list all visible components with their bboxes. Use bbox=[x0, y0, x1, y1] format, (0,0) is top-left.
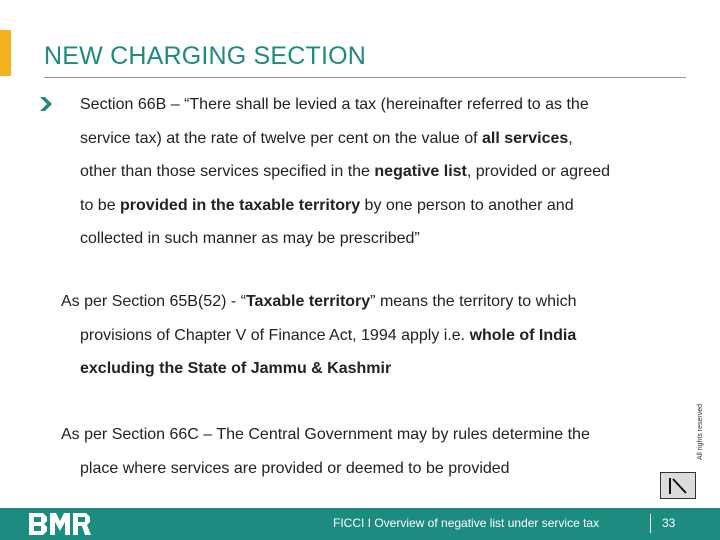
nav-button[interactable] bbox=[660, 472, 696, 499]
para1-line5: collected in such manner as may be prescribed” bbox=[80, 230, 420, 247]
para1-line2: service tax) at the rate of twelve per cent on the value of all services, bbox=[80, 129, 573, 147]
chevron-right-icon bbox=[40, 97, 52, 111]
taxable-territory-emphasis: provided in the taxable territory bbox=[120, 196, 361, 214]
footer-caption: FICCI I Overview of negative list under service tax bbox=[333, 516, 600, 530]
para2-line3: excluding the State of Jammu & Kashmir bbox=[80, 360, 392, 377]
skip-back-icon bbox=[667, 476, 689, 496]
page-number: 33 bbox=[662, 516, 676, 530]
accent-bar bbox=[0, 30, 11, 76]
para1-line4: to be provided in the taxable territory by one person to another and bbox=[80, 196, 574, 214]
para3-line1: As per Section 66C – The Central Government may by rules determine the bbox=[61, 426, 590, 443]
para3-line2: place where services are provided or deemed to be provided bbox=[80, 459, 510, 477]
taxable-territory-term: Taxable territory bbox=[245, 293, 371, 310]
section-65b-paragraph bbox=[61, 285, 661, 386]
negative-list-emphasis: negative list bbox=[374, 163, 467, 180]
rights-reserved-note: All rights reserved bbox=[697, 403, 704, 460]
whole-of-india-emphasis: whole of India bbox=[469, 326, 577, 344]
para1-line3: other than those services specified in the negative list, provided or agreed bbox=[80, 163, 611, 180]
footer-divider bbox=[650, 514, 651, 533]
para2-line1: As per Section 65B(52) - “Taxable territory” means the territory to which bbox=[61, 293, 577, 310]
bmr-logo bbox=[29, 513, 91, 535]
section-66b-paragraph bbox=[80, 88, 690, 256]
para2-line2: provisions of Chapter V of Finance Act, 1994 apply i.e. whole of India bbox=[80, 326, 577, 344]
para1-line1: Section 66B – “There shall be levied a tax (hereinafter referred to as the bbox=[80, 96, 589, 113]
all-services-emphasis: all services bbox=[482, 129, 569, 147]
section-66c-paragraph bbox=[61, 418, 671, 485]
page-title: NEW CHARGING SECTION bbox=[44, 42, 367, 70]
title-divider bbox=[44, 77, 686, 78]
